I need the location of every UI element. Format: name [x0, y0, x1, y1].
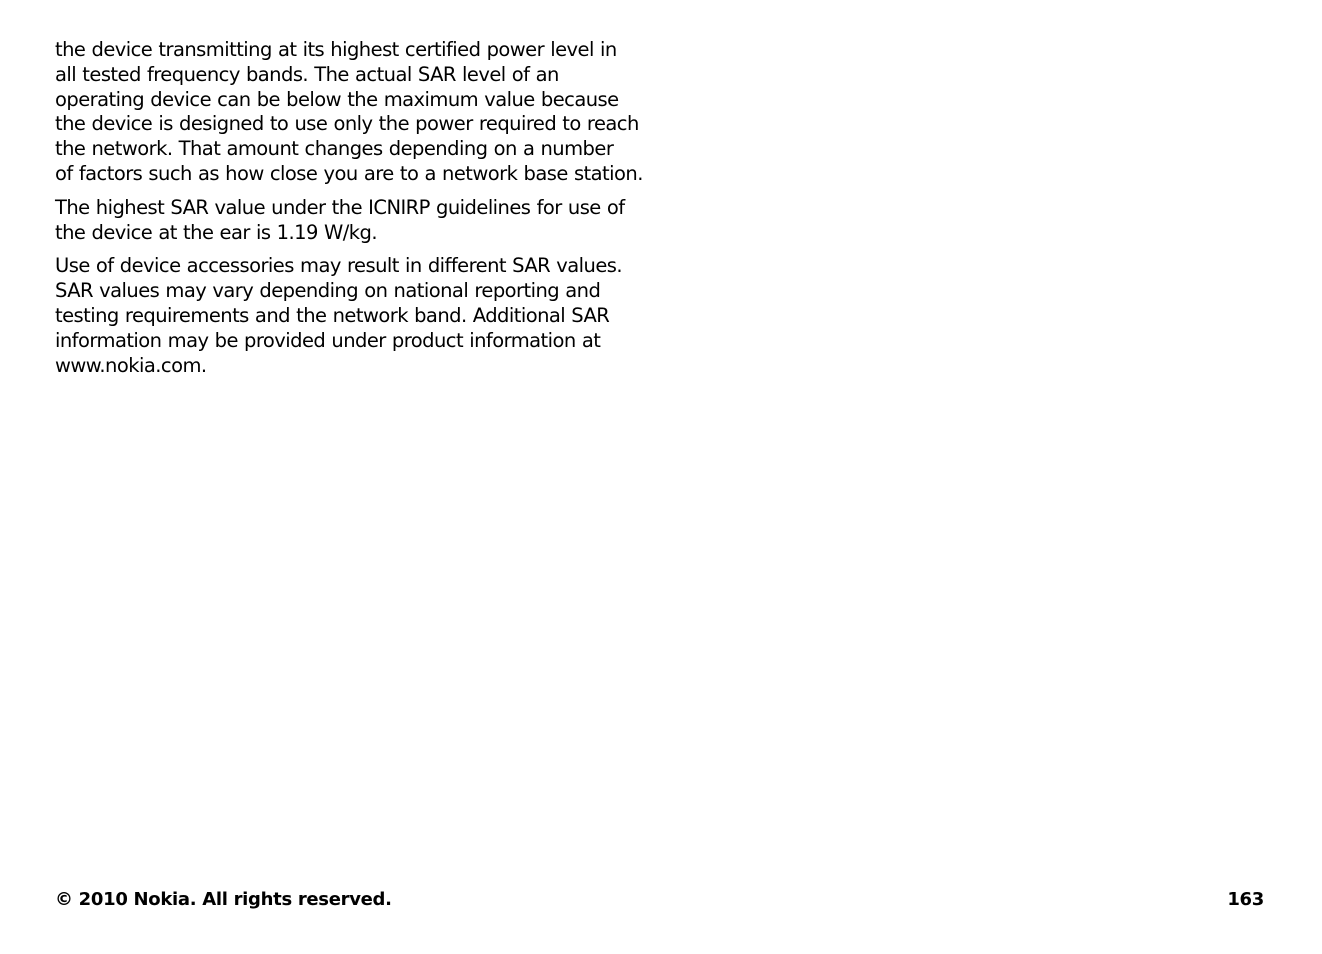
- text-line: all tested frequency bands. The actual SAR level of an: [55, 62, 559, 86]
- text-line: the device at the ear is 1.19 W/kg.: [55, 220, 377, 244]
- text-line: the device is designed to use only the power required to reach: [55, 112, 639, 136]
- text-line: the network. That amount changes depending on a number: [55, 137, 614, 161]
- paragraph-accessories: [55, 254, 655, 378]
- body-text: [55, 38, 655, 387]
- page-footer: [55, 889, 1264, 910]
- text-line: Use of device accessories may result in different SAR values.: [55, 254, 623, 278]
- copyright-notice: © 2010 Nokia. All rights reserved.: [55, 889, 392, 910]
- paragraph-sar-measurement: [55, 38, 655, 187]
- text-line: information may be provided under product information at: [55, 328, 601, 352]
- paragraph-sar-value: [55, 196, 655, 246]
- text-line: of factors such as how close you are to a network base station.: [55, 161, 643, 185]
- text-line: the device transmitting at its highest certified power level in: [55, 38, 617, 61]
- text-line: SAR values may vary depending on national reporting and: [55, 279, 601, 303]
- text-line: operating device can be below the maximum value because: [55, 87, 619, 111]
- page-number: 163: [1227, 889, 1264, 910]
- text-line: The highest SAR value under the ICNIRP guidelines for use of: [55, 195, 625, 219]
- text-line: testing requirements and the network band. Additional SAR: [55, 303, 610, 327]
- text-line: www.nokia.com.: [55, 353, 207, 377]
